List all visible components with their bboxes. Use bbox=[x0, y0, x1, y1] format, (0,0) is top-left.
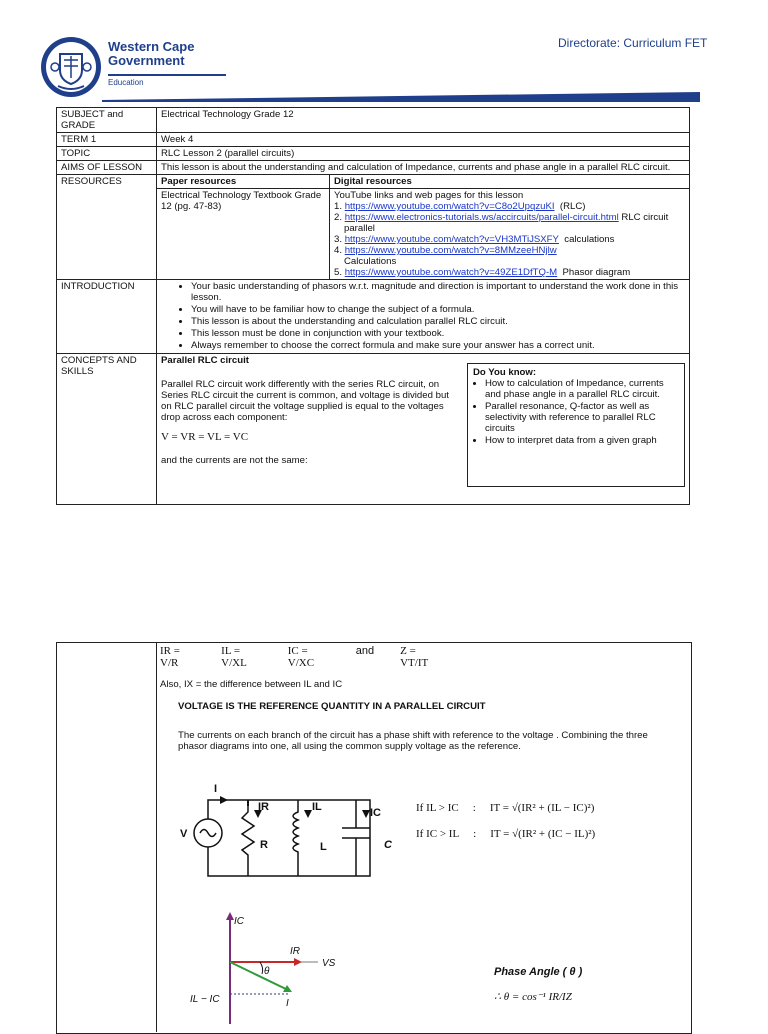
resource-link-4[interactable]: https://www.youtube.com/watch?v=8MMzeeHNjlw bbox=[344, 245, 557, 256]
continuation-column-divider bbox=[156, 642, 157, 1032]
phase-angle-equation: ∴ θ = cos⁻¹ IR/IZ bbox=[494, 991, 572, 1003]
digital-intro: YouTube links and web pages for this lesson bbox=[334, 190, 524, 201]
concepts-row bbox=[57, 354, 690, 505]
gov-name-line2: Government bbox=[108, 53, 185, 68]
reference-heading: VOLTAGE IS THE REFERENCE QUANTITY IN A PARALLEL CIRCUIT bbox=[178, 701, 486, 712]
resource-link-1[interactable]: https://www.youtube.com/watch?v=C8o2UpqzuKI bbox=[344, 201, 555, 212]
circuit-label-il: IL bbox=[312, 801, 322, 813]
term-label: TERM 1 bbox=[57, 133, 157, 147]
resource-link-item: 3. https://www.youtube.com/watch?v=VH3MTiJSXFY calculations bbox=[334, 234, 615, 245]
aims-label: AIMS OF LESSON bbox=[57, 161, 157, 175]
gov-divider bbox=[108, 74, 226, 76]
resource-link-item: 5. https://www.youtube.com/watch?v=49ZE1DfTQ-M Phasor diagram bbox=[334, 267, 631, 278]
circuit-label-i: I bbox=[214, 783, 218, 795]
concepts-label: CONCEPTS AND SKILLS bbox=[57, 354, 157, 505]
circuit-label-r: R bbox=[260, 839, 268, 851]
dyk-item: • How to calculation of Impedance, currents and phase angle in a parallel RLC circuit. bbox=[485, 378, 679, 400]
aims-row bbox=[57, 161, 690, 175]
phasor-label-theta: θ bbox=[264, 966, 270, 977]
resource-link-3[interactable]: https://www.youtube.com/watch?v=VH3MTiJSXFY bbox=[344, 234, 559, 245]
introduction-content bbox=[157, 280, 690, 354]
intro-item: • Your basic understanding of phasors w.r.t. magnitude and direction is important to understand the work done in this lesson. bbox=[191, 281, 685, 303]
header-stripe bbox=[102, 92, 700, 102]
condition-1-colon: : bbox=[472, 802, 476, 814]
term-row bbox=[57, 133, 690, 147]
resources-header-row bbox=[57, 175, 690, 189]
paper-resources-header: Paper resources bbox=[157, 175, 330, 189]
term-value: Week 4 bbox=[157, 133, 690, 147]
do-you-know-title: Do You know: bbox=[473, 367, 537, 378]
intro-item: • Always remember to choose the correct formula and make sure your answer has a correct unit. bbox=[191, 340, 685, 351]
dyk-item: • How to interpret data from a given graph bbox=[485, 435, 679, 446]
concepts-title: Parallel RLC circuit bbox=[161, 355, 249, 366]
phasor-label-ic: IC bbox=[234, 916, 244, 927]
phasor-label-ir: IR bbox=[290, 946, 300, 957]
concepts-text: Parallel RLC circuit work differently with the series RLC circuit, on Series RLC circuit the current is common, and voltage is divided but on RLC parallel circuit the voltage supplied is equal to the voltages drop across each component: bbox=[161, 379, 449, 423]
resource-link-item: 2. https://www.electronics-tutorials.ws/accircuits/parallel-circuit.html RLC circuit parallel bbox=[334, 212, 669, 234]
government-name bbox=[108, 40, 194, 68]
equation-1: IT = √(IR² + (IL − IC)²) bbox=[489, 802, 595, 814]
phasor-label-il-ic: IL − IC bbox=[190, 994, 220, 1005]
resource-link-5[interactable]: https://www.youtube.com/watch?v=49ZE1DfTQ-M bbox=[344, 267, 558, 278]
aims-value: This lesson is about the understanding and calculation of Impedance, currents and phase angle in a parallel RLC circuit. bbox=[157, 161, 690, 175]
parallel-rlc-circuit-diagram bbox=[180, 776, 400, 886]
condition-2-colon: : bbox=[473, 828, 477, 840]
concepts-tail: and the currents are not the same: bbox=[161, 455, 308, 466]
resource-link-item: 1. https://www.youtube.com/watch?v=C8o2UpqzuKI (RLC) bbox=[334, 201, 586, 212]
introduction-row bbox=[57, 280, 690, 354]
condition-1: If IL > IC bbox=[416, 802, 459, 814]
do-you-know-box bbox=[467, 363, 685, 487]
formula-ir: IR = V/R bbox=[160, 645, 180, 669]
voltage-equation: V = VR = VL = VC bbox=[161, 431, 249, 443]
topic-row bbox=[57, 147, 690, 161]
phasor-label-i: I bbox=[286, 998, 289, 1009]
phasor-diagram bbox=[190, 910, 350, 1024]
intro-item: • This lesson is about the understanding and calculation parallel RLC circuit. bbox=[191, 316, 685, 327]
equation-2: IT = √(IR² + (IC − IL)²) bbox=[490, 828, 596, 840]
gov-department: Education bbox=[108, 78, 144, 87]
resources-label: RESOURCES bbox=[57, 175, 157, 280]
phase-angle-title: Phase Angle ( θ ) bbox=[494, 966, 583, 978]
dyk-item: • Parallel resonance, Q-factor as well as selectivity with reference to parallel RLC circuits bbox=[485, 401, 679, 434]
digital-resources-header: Digital resources bbox=[330, 175, 690, 189]
concepts-content bbox=[157, 354, 690, 505]
paper-resources-value: Electrical Technology Textbook Grade 12 (pg. 47-83) bbox=[157, 189, 330, 280]
circuit-label-v: V bbox=[180, 828, 188, 840]
directorate-title: Directorate: Curriculum FET bbox=[558, 36, 708, 50]
formula-ic: IC = V/XC bbox=[287, 645, 315, 669]
subject-label: SUBJECT and GRADE bbox=[57, 108, 157, 133]
also-text: Also, IX = the difference between IL and IC bbox=[160, 679, 343, 690]
introduction-label: INTRODUCTION bbox=[57, 280, 157, 354]
western-cape-crest-logo bbox=[40, 36, 102, 98]
circuit-label-l: L bbox=[320, 841, 327, 853]
circuit-label-ir: IR bbox=[258, 801, 269, 813]
subject-value: Electrical Technology Grade 12 bbox=[157, 108, 690, 133]
formula-z: Z = VT/IT bbox=[400, 645, 429, 669]
circuit-label-ic: IC bbox=[370, 807, 381, 819]
resource-link-item: 4. https://www.youtube.com/watch?v=8MMzeeHNjlw Calculations bbox=[334, 245, 557, 267]
circuit-label-c: C bbox=[384, 839, 392, 851]
gov-name-line1: Western Cape bbox=[108, 39, 195, 54]
topic-label: TOPIC bbox=[57, 147, 157, 161]
formula-il: IL = V/XL bbox=[221, 645, 247, 669]
subject-row bbox=[57, 108, 690, 133]
total-current-conditions bbox=[416, 802, 606, 840]
lesson-plan-table bbox=[56, 107, 690, 505]
resource-link-2[interactable]: https://www.electronics-tutorials.ws/accircuits/parallel-circuit.html bbox=[344, 212, 619, 223]
current-formulas bbox=[160, 645, 440, 669]
reference-paragraph: The currents on each branch of the circuit has a phase shift with reference to the voltage . Combining the three phasor diagrams into one, all using the common supply voltage as the reference. bbox=[178, 730, 648, 752]
intro-item: • This lesson must be done in conjunction with your textbook. bbox=[191, 328, 685, 339]
intro-item: • You will have to be familiar how to change the subject of a formula. bbox=[191, 304, 685, 315]
formula-and: and bbox=[355, 645, 375, 657]
condition-2: If IC > IL bbox=[416, 828, 460, 840]
topic-value: RLC Lesson 2 (parallel circuits) bbox=[157, 147, 690, 161]
phasor-label-vs: VS bbox=[322, 958, 336, 969]
digital-resources-list bbox=[330, 189, 690, 280]
